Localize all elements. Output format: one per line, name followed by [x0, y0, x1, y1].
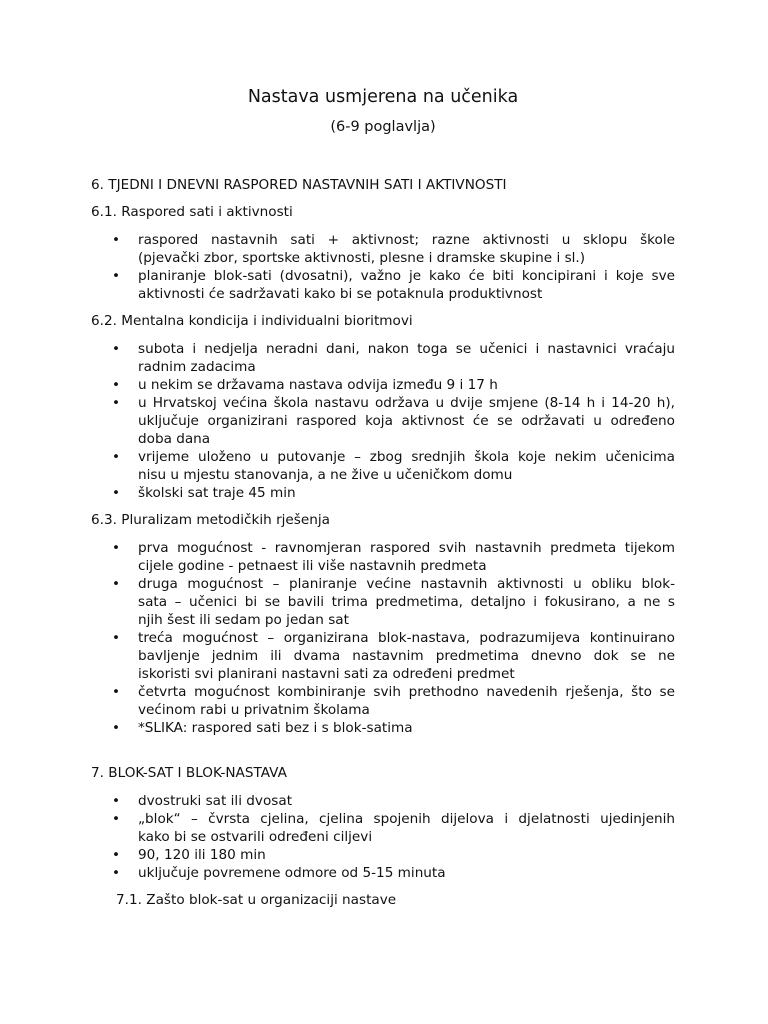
list-item-line: „blok“ – čvrsta cjelina, cjelina spojenih dijelova i djelatnosti ujedinjenih [138, 811, 675, 827]
list-item-line: druga mogućnost – planiranje većine nastavnih aktivnosti u obliku blok- [138, 576, 675, 592]
list-item-line: cijele godine - petnaest ili više nastavnih predmeta [138, 558, 487, 574]
list-item-line: planiranje blok-sati (dvosatni), važno je kako će biti koncipirani i koje sve [138, 268, 675, 284]
list-item [91, 267, 675, 303]
list-item [91, 340, 675, 376]
bullet-icon: • [112, 232, 121, 248]
list-item-line: radnim zadacima [138, 359, 256, 375]
list-item [91, 810, 675, 846]
list-item-line: uključuje organizirani raspored koja aktivnost će se održavati u određeno [138, 413, 675, 429]
list-item-line: treća mogućnost – organizirana blok-nastava, podrazumijeva kontinuirano [138, 630, 675, 646]
bullet-icon: • [112, 847, 121, 863]
bullet-icon: • [112, 720, 121, 736]
document-title: Nastava usmjerena na učenika [247, 87, 519, 107]
bullet-icon: • [112, 341, 121, 357]
bullet-icon: • [112, 865, 121, 881]
bullet-icon: • [112, 793, 121, 809]
list-item [91, 792, 675, 810]
list-item-line: iskoristi svi planirani nastavni sati za određeni predmet [138, 666, 515, 682]
list-item-line: sata – učenici bi se bavili trima predmetima, detaljno i fokusirano, a ne s [138, 594, 675, 610]
section-heading: 6.3. Pluralizam metodičkih rješenja [91, 512, 330, 528]
bullet-icon: • [112, 395, 121, 411]
document-subtitle: (6-9 poglavlja) [330, 119, 436, 135]
list-item [91, 448, 675, 484]
list-item-line: školski sat traje 45 min [138, 485, 296, 501]
list-item-line: četvrta mogućnost kombiniranje svih prethodno navedenih rješenja, što se [138, 684, 675, 700]
bullet-icon: • [112, 540, 121, 556]
section-heading: 7.1. Zašto blok-sat u organizaciji nastave [116, 892, 397, 908]
list-item-line: doba dana [138, 431, 211, 447]
list-item-line: subota i nedjelja neradni dani, nakon toga se učenici i nastavnici vraćaju [138, 341, 675, 357]
list-item [91, 864, 675, 882]
bullet-list [91, 792, 675, 882]
list-item [91, 629, 675, 683]
list-item-line: aktivnosti će sadržavati kako bi se potaknula produktivnost [138, 286, 543, 302]
list-item-line: kako bi se ostvarili određeni ciljevi [138, 829, 373, 845]
bullet-list [91, 539, 675, 737]
section-heading: 6.1. Raspored sati i aktivnosti [91, 204, 293, 220]
bullet-icon: • [112, 377, 121, 393]
list-item [91, 231, 675, 267]
list-item-line: u Hrvatskoj većina škola nastavu održava u dvije smjene (8-14 h i 14-20 h), [138, 395, 675, 411]
bullet-icon: • [112, 485, 121, 501]
list-item-line: (pjevački zbor, sportske aktivnosti, plesne i dramske skupine i sl.) [138, 250, 586, 266]
list-item [91, 539, 675, 575]
list-item [91, 719, 675, 737]
list-item-line: većinom rabi u privatnim školama [138, 702, 370, 718]
section-heading: 6.2. Mentalna kondicija i individualni bioritmovi [91, 313, 413, 329]
list-item-line: bavljenje jednim ili dvama nastavnim predmetima dnevno dok se ne [138, 648, 675, 664]
bullet-list [91, 340, 675, 502]
bullet-icon: • [112, 684, 121, 700]
list-item-line: u nekim se državama nastava odvija između 9 i 17 h [138, 377, 498, 393]
bullet-list [91, 231, 675, 303]
bullet-icon: • [112, 268, 121, 284]
bullet-icon: • [112, 576, 121, 592]
list-item-line: prva mogućnost - ravnomjeran raspored svih nastavnih predmeta tijekom [138, 540, 675, 556]
list-item-line: nisu u mjestu stanovanja, a ne žive u učeničkom domu [138, 467, 513, 483]
list-item-line: dvostruki sat ili dvosat [138, 793, 293, 809]
list-item [91, 683, 675, 719]
list-item-line: 90, 120 ili 180 min [138, 847, 266, 863]
bullet-icon: • [112, 630, 121, 646]
list-item-line: vrijeme uloženo u putovanje – zbog srednjih škola koje nekim učenicima [138, 449, 675, 465]
section-heading: 6. TJEDNI I DNEVNI RASPORED NASTAVNIH SATI I AKTIVNOSTI [91, 177, 507, 193]
list-item-line: *SLIKA: raspored sati bez i s blok-satima [138, 720, 413, 736]
bullet-icon: • [112, 449, 121, 465]
bullet-icon: • [112, 811, 121, 827]
list-item [91, 376, 675, 394]
section-heading: 7. BLOK-SAT I BLOK-NASTAVA [91, 765, 287, 781]
list-item [91, 394, 675, 448]
list-item-line: njih šest ili sedam po jedan sat [138, 612, 349, 628]
document-body [91, 176, 675, 909]
list-item-line: uključuje povremene odmore od 5-15 minuta [138, 865, 446, 881]
list-item [91, 575, 675, 629]
list-item-line: raspored nastavnih sati + aktivnost; razne aktivnosti u sklopu škole [138, 232, 675, 248]
list-item [91, 484, 675, 502]
list-item [91, 846, 675, 864]
